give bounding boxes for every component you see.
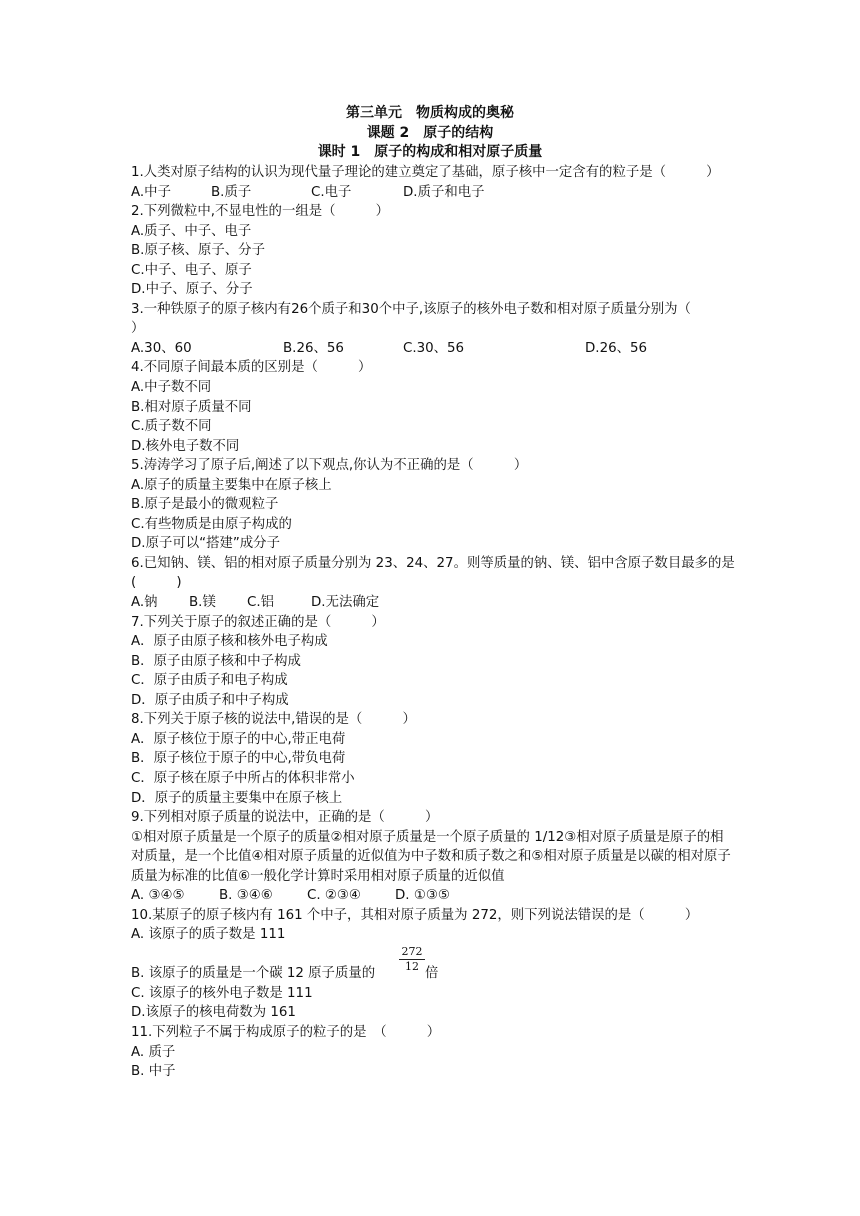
question-5-option-c: C.有些物质是由原子构成的 (131, 516, 292, 532)
topic-title: 课题 2 原子的结构 (366, 124, 494, 141)
option-b-suffix: 倍 (425, 966, 439, 982)
question-list (131, 163, 736, 1082)
question-7-option-a: A．原子由原子核和核外电子构成 (131, 634, 328, 650)
document-headings (0, 104, 860, 163)
question-8-option-b: B．原子核位于原子的中心,带负电荷 (131, 751, 346, 767)
question-10-option-c: C. 该原子的核外电子数是 111 (131, 985, 313, 1001)
question-3-options (131, 339, 736, 359)
question-2-option-a: A.质子、中子、电子 (131, 223, 252, 239)
option-d: D.无法确定 (311, 595, 380, 611)
question-2-stem: 2.下列微粒中,不显电性的一组是（ ） (131, 204, 390, 220)
option-d: D. ①③⑤ (395, 888, 450, 904)
question-8-option-c: C．原子核在原子中所占的体积非常小 (131, 770, 355, 786)
question-5-option-d: D.原子可以“搭建”成分子 (131, 536, 280, 552)
option-c: C. ②③④ (307, 888, 361, 904)
question-8-option-d: D．原子的质量主要集中在原子核上 (131, 790, 343, 806)
option-a: A. ③④⑤ (131, 888, 185, 904)
question-11-stem: 11.下列粒子不属于构成原子的粒子的是 （ ） (131, 1024, 441, 1040)
question-7-option-c: C．原子由质子和电子构成 (131, 673, 288, 689)
question-6-stem: 6.已知钠、镁、铝的相对原子质量分别为 23、24、27。则等质量的钠、镁、铝中含原子数目最多的是( ) (131, 555, 735, 591)
question-4-option-d: D.核外电子数不同 (131, 438, 240, 454)
option-a: A.中子 (131, 184, 171, 200)
option-a: A.30、60 (131, 340, 192, 356)
question-1-options (131, 183, 736, 203)
fraction (399, 945, 425, 974)
option-a: A.钠 (131, 595, 158, 611)
option-b: B.镁 (189, 595, 216, 611)
question-5-option-b: B.原子是最小的微观粒子 (131, 497, 279, 513)
question-1-stem: 1.人类对原子结构的认识为现代量子理论的建立奠定了基础，原子核中一定含有的粒子是（ ） (131, 165, 720, 180)
question-11-option-b: B. 中子 (131, 1064, 176, 1080)
question-11-option-a: A. 质子 (131, 1044, 176, 1060)
option-b-text: B. 该原子的质量是一个碳 12 原子质量的 (131, 966, 376, 982)
question-8-stem: 8.下列关于原子核的说法中,错误的是（ ） (131, 712, 416, 728)
fraction-numerator: 272 (399, 945, 425, 960)
option-c: C.铝 (247, 595, 274, 611)
unit-title: 第三单元 物质构成的奥秘 (346, 105, 514, 121)
question-2-option-b: B.原子核、原子、分子 (131, 243, 265, 259)
question-6-options (131, 593, 736, 613)
question-8-option-a: A．原子核位于原子的中心,带正电荷 (131, 731, 346, 747)
question-10-option-d: D.该原子的核电荷数为 161 (131, 1005, 296, 1021)
option-c: C.30、56 (403, 340, 465, 356)
question-10-stem: 10.某原子的原子核内有 161 个中子，其相对原子质量为 272，则下列说法错误的是（ ） (131, 907, 699, 923)
option-c: C.电子 (311, 184, 352, 200)
question-7-option-b: B．原子由原子核和中子构成 (131, 653, 301, 669)
question-3-stem: 3.一种铁原子的原子核内有26个质子和30个中子,该原子的核外电子数和相对原子质量分别为（ ） (131, 301, 732, 337)
option-d: D.26、56 (585, 340, 648, 356)
question-4-option-c: C.质子数不同 (131, 419, 212, 435)
question-4-option-a: A.中子数不同 (131, 380, 212, 396)
question-2-option-c: C.中子、电子、原子 (131, 262, 252, 278)
question-9-options (131, 886, 736, 906)
option-b: B.质子 (211, 184, 252, 200)
question-7-stem: 7.下列关于原子的叙述正确的是（ ） (131, 614, 385, 630)
fraction-denominator: 12 (405, 959, 419, 973)
question-5-option-a: A.原子的质量主要集中在原子核上 (131, 477, 332, 493)
question-10-option-b (131, 945, 736, 984)
lesson-title: 课时 1 原子的构成和相对原子质量 (317, 144, 543, 160)
option-d: D.质子和电子 (403, 184, 485, 200)
option-b: B.26、56 (283, 340, 344, 356)
question-7-option-d: D．原子由质子和中子构成 (131, 692, 289, 708)
question-5-stem: 5.涛涛学习了原子后,阐述了以下观点,你认为不正确的是（ ） (131, 458, 528, 474)
option-b: B. ③④⑥ (219, 888, 273, 904)
question-10-option-a: A. 该原子的质子数是 111 (131, 927, 286, 943)
question-4-option-b: B.相对原子质量不同 (131, 399, 252, 415)
question-9-statements: ①相对原子质量是一个原子的质量②相对原子质量是一个原子质量的 1/12③相对原子质量是原子的相对质量，是一个比值④相对原子质量的近似值为中子数和质子数之和⑤相对原子质量是以碳的相对原子质量为标准的比值⑥一般化学计算时采用相对原子质量的近似值 (131, 829, 731, 884)
question-9-stem: 9.下列相对原子质量的说法中，正确的是（ ） (131, 810, 439, 826)
question-4-stem: 4.不同原子间最本质的区别是（ ） (131, 360, 372, 376)
question-2-option-d: D.中子、原子、分子 (131, 282, 253, 298)
